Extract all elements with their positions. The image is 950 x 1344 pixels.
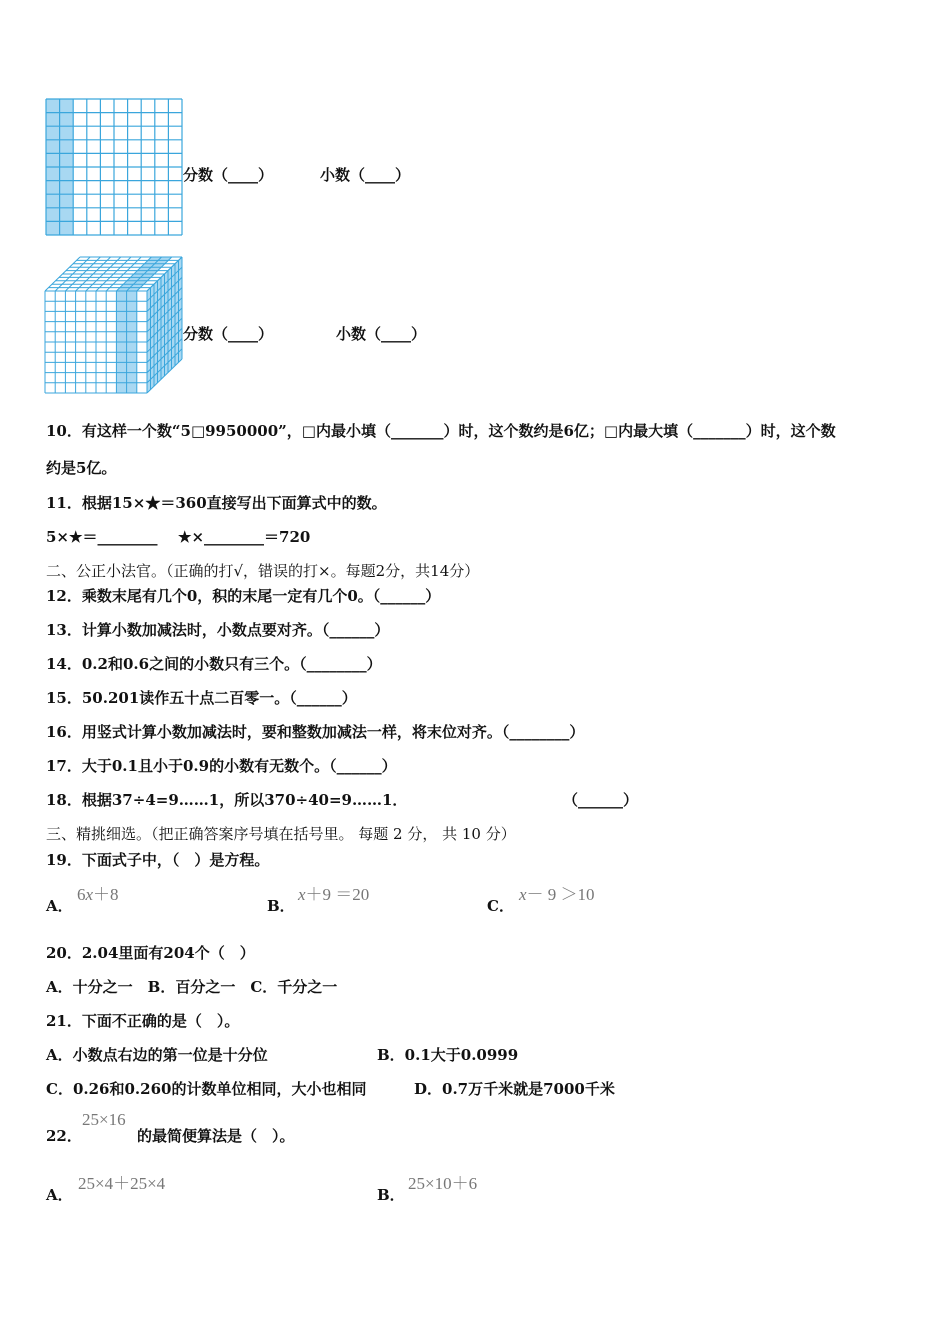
q20-options: A．十分之一 B．百分之一 C．千分之一	[46, 978, 338, 996]
q17: 17．大于0.1且小于0.9的小数有无数个。（______）	[46, 757, 397, 775]
q16: 16．用竖式计算小数加减法时，要和整数加减法一样，将末位对齐。（________）	[46, 723, 585, 741]
q22-expression: 25×16	[82, 1110, 126, 1129]
q21-option-b: B．0.1大于0.0999	[377, 1046, 519, 1064]
q14: 14．0.2和0.6之间的小数只有三个。（________）	[46, 655, 382, 673]
q18-blank: （______）	[563, 791, 639, 809]
q22-option-a-label: A．	[46, 1186, 73, 1204]
section2-title: 二、公正小法官。（正确的打√，错误的打×。每题2分，共14分）	[46, 562, 480, 580]
q13: 13．计算小数加减法时，小数点要对齐。（______）	[46, 621, 390, 639]
fig1-decimal-label: 小数（____）	[320, 166, 411, 184]
q22-option-a-expr: 25×4＋25×4	[78, 1174, 166, 1193]
q19-option-c-expr: x－ 9 ＞10	[519, 885, 595, 904]
q19-option-a-label: A．	[46, 897, 73, 915]
q19-option-b-expr: x＋9 ＝20	[298, 885, 370, 904]
q20-text: 20．2.04里面有204个（ ）	[46, 944, 255, 962]
q11-eq2: ★×________＝720	[178, 528, 311, 546]
thousand-cube-figure	[44, 256, 184, 396]
q19-text: 19．下面式子中，（ ）是方程。	[46, 851, 270, 869]
q21-option-c: C．0.26和0.260的计数单位相同，大小也相同	[46, 1080, 367, 1098]
fig2-decimal-label: 小数（____）	[336, 325, 427, 343]
q22-number: 22．	[46, 1127, 82, 1145]
q22-option-b-expr: 25×10＋6	[408, 1174, 478, 1193]
q19-option-b-label: B．	[267, 897, 295, 915]
q10-line2: 约是5亿。	[46, 459, 117, 477]
q11-text: 11．根据15×★＝360直接写出下面算式中的数。	[46, 494, 387, 512]
q21-option-a: A．小数点右边的第一位是十分位	[46, 1046, 268, 1064]
q12: 12．乘数末尾有几个0，积的末尾一定有几个0。（______）	[46, 587, 441, 605]
q21-option-d: D．0.7万千米就是7000千米	[414, 1080, 615, 1098]
fig2-fraction-label: 分数（____）	[183, 325, 274, 343]
q19-option-c-label: C．	[487, 897, 514, 915]
q15: 15．50.201读作五十点二百零一。（______）	[46, 689, 357, 707]
section3-title: 三、精挑细选。（把正确答案序号填在括号里。 每题 2 分， 共 10 分）	[46, 825, 516, 843]
q11-eq1: 5×★＝________	[46, 528, 158, 546]
q22-option-b-label: B．	[377, 1186, 405, 1204]
q18-text: 18．根据37÷4=9……1，所以370÷40=9……1．	[46, 791, 408, 809]
q21-text: 21．下面不正确的是（ ）。	[46, 1012, 240, 1030]
q22-text: 的最简便算法是（ ）。	[137, 1127, 295, 1145]
fig1-fraction-label: 分数（____）	[183, 166, 274, 184]
q10-line1: 10．有这样一个数“5□9950000”，□内最小填（_______）时，这个数约是6亿；□内最大填（_______）时，这个数	[46, 422, 836, 440]
hundred-grid-figure	[45, 98, 183, 237]
q19-option-a-expr: 6x＋8	[77, 885, 119, 904]
